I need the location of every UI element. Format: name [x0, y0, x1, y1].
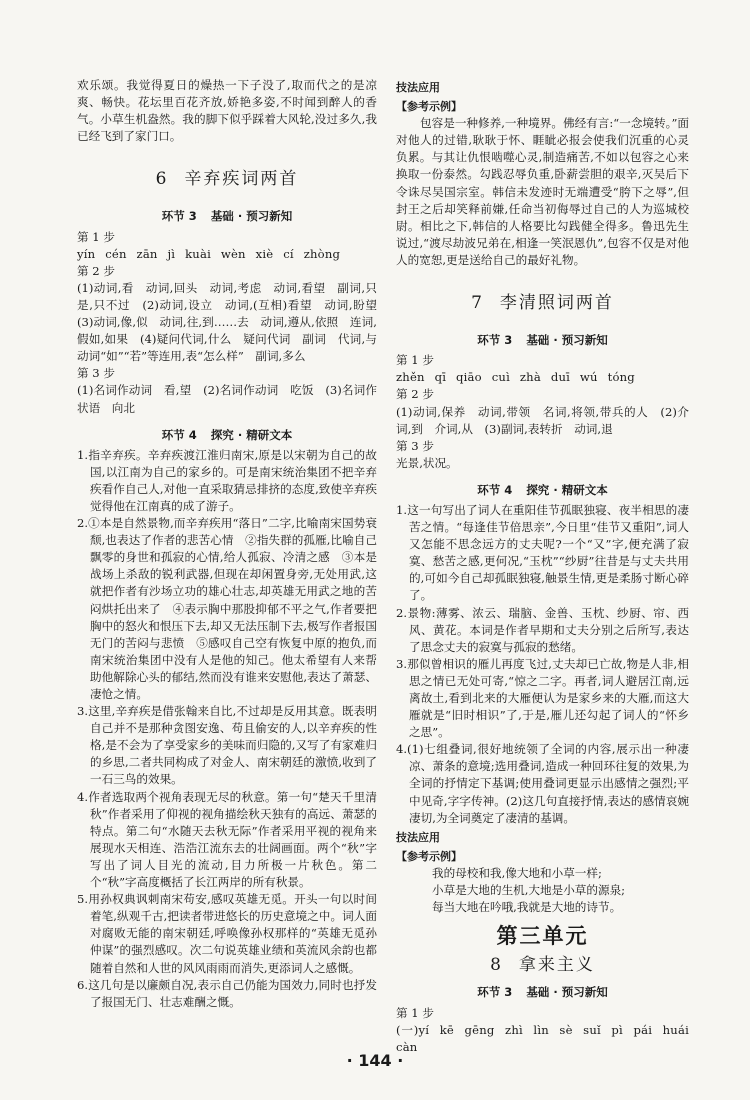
left-column [77, 77, 389, 1011]
list-item: 2.景物:薄雾、浓云、瑞脑、金兽、玉枕、纱厨、帘、西风、黄花。本词是作者早期和丈夫分别之后所写,表达了思念丈夫的寂寞与孤寂的愁绪。 [396, 605, 689, 654]
section-heading [396, 332, 689, 349]
lesson-number: 8 [490, 955, 503, 976]
lesson-heading [396, 295, 689, 312]
step-label: 第 3 步 [77, 366, 115, 381]
section-tag: 环节 3 [477, 985, 513, 1000]
lesson-heading [396, 957, 689, 974]
section-name: 基础 · 预习新知 [526, 985, 608, 1000]
section-name: 基础 · 预习新知 [210, 209, 293, 224]
step-label: 第 2 步 [396, 387, 434, 402]
section-name: 探究 · 精研文本 [526, 482, 608, 497]
technique-label: 技法应用 [396, 81, 440, 94]
list-item: 4.(1)七组叠词,很好地统领了全词的内容,展示出一种凄凉、萧条的意境;选用叠词,造成一种回环往复的效果,为全词的抒情定下基调;使用叠词更显示出感情之强烈;平中见奇,字字传神。(2)这几句直接抒情,表达的感情哀婉凄切,为全词奠定了凄清的基调。 [396, 742, 689, 825]
step-label: 第 1 步 [77, 229, 115, 244]
step-label: 第 3 步 [396, 438, 434, 453]
example-label: 【参考示例】 [396, 100, 462, 114]
section-heading [77, 208, 377, 225]
answer-text: (1)动词,看 动词,回头 动词,考虑 动词,看望 副词,只是,只不过 (2)动词,设立 动词,(互相)看望 动词,盼望 (3)动词,像,似 动词,往,到……去 动词,遵从,依照 连词,假如,如果 (4)疑问代词,什么 疑问代词 副词 代词,与动词“如”“若”等连用,表“怎么样” 副词,多么 [77, 280, 389, 364]
lesson-number: 7 [471, 293, 484, 314]
poem-line: 我的母校和我,像大地和小草一样; [432, 865, 602, 880]
lesson-title: 拿来主义 [518, 955, 595, 976]
section-heading [396, 482, 689, 499]
section-name: 探究 · 精研文本 [210, 427, 293, 442]
list-item: 3.这里,辛弃疾是借张翰来自比,不过却是反用其意。既表明自己并不是那种贪图安逸、苟且偷安的人,以辛弃疾的性格,是不会为了享受家乡的美味而归隐的,又写了有家难归的乡思,二者共同构成了对金人、南宋朝廷的激愤,收到了一石三鸟的效果。 [77, 704, 377, 787]
list-item: 4.作者选取两个视角表现无尽的秋意。第一句“楚天千里清秋”作者采用了仰视的视角描绘秋天独有的高远、萧瑟的特点。第二句“水随天去秋无际”作者采用平视的视角来展现水天相连、浩浩江流东去的壮阔画面。两个“秋”字写出了词人目光的流动,目力所极一片秋色。第二个“秋”字高度概括了长江两岸的所有秋景。 [77, 789, 377, 890]
answer-text: (1)动词,保养 动词,带领 名词,将领,带兵的人 (2)介词,到 介词,从 (3)副词,表转折 动词,退 [396, 404, 689, 436]
poem-line: 每当大地在吟哦,我就是大地的诗节。 [432, 900, 622, 915]
page-number: · 144 · [346, 1051, 404, 1070]
list-item: 2.①本是自然景物,而辛弃疾用“落日”二字,比喻南宋国势衰颓,也表达了作者的悲苦心情 ②指失群的孤雁,比喻自己飘零的身世和孤寂的心情,给人孤寂、冷清之感 ③本是战场上杀敌的锐利武器,但现在却闲置身旁,无处用武,这就把作者有沙场立功的雄心壮志,却英雄无用武之地的苦闷烘托出来了 ④表示胸中那股抑郁不平之气,作者要把胸中的怒火和恨压下去,却又无法压制下去,极写作者报国无门的苦闷与悲愤 ⑤感叹自己空有恢复中原的抱负,而南宋统治集团中没有人是他的知己。他太希望有人来帮助他解除心头的郁结,然而没有谁来安慰他,表达了萧瑟、凄怆之情。 [77, 516, 377, 701]
list-item: 6.这几句是以廉颇自况,表示自己仍能为国效力,同时也抒发了报国无门、壮志难酬之慨。 [77, 977, 377, 1009]
section-heading [77, 427, 377, 444]
section-heading [396, 984, 689, 1001]
list-item: 5.用孙权典讽刺南宋苟安,感叹英雄无觅。开头一句以时间着笔,纵观千古,把读者带进悠长的历史意境之中。词人面对腐败无能的南宋朝廷,呼唤像孙权那样的“英雄无觅孙仲谋”的强烈感叹。次二句说英雄业绩和英流风余韵也都随着自然和人世的风风雨雨而消失,更添词人之感慨。 [77, 892, 377, 975]
pinyin-answers: (一)yí kē gēng zhì lìn sè suǐ pì pái huái càn [396, 1022, 689, 1054]
section-name: 基础 · 预习新知 [526, 333, 608, 348]
answer-text: (1)名词作动词 看,望 (2)名词作动词 吃饭 (3)名词作状语 向北 [77, 383, 377, 415]
technique-label: 技法应用 [396, 830, 440, 844]
list-item: 1.指辛弃疾。辛弃疾渡江淮归南宋,原是以宋朝为自己的故国,以江南为自己的家乡的。可是南宋统治集团不把辛弃疾看作自己人,对他一直采取猜忌排挤的态度,致使辛弃疾觉得他在江南真的成了游子。 [77, 447, 377, 513]
section-tag: 环节 3 [477, 333, 513, 348]
answer-text: 光景,状况。 [396, 455, 458, 470]
right-column [396, 77, 689, 1056]
example-paragraph: 包容是一种修养,一种境界。佛经有言:“一念境转。”面对他人的过错,耿耿于怀、睚眦必报会使我们沉重的心灵负累。与其让仇恨啮噬心灵,制造痛苦,不如以包容之心来换取一份泰然。勾践忍辱负重,卧薪尝胆的艰辛,灭吴后下令诛尽吴国宗室。韩信未发迹时无端遭受“胯下之辱”,但封王之后却笑释前嫌,任命当初侮辱过自己的人为巡城校尉。相比之下,韩信的人格要比勾践健全得多。鲁迅先生说过,“渡尽劫波兄弟在,相逢一笑泯恩仇”,包容不仅是对他人的宽恕,更是送给自己的最好礼物。 [396, 116, 689, 267]
lesson-number: 6 [155, 169, 169, 190]
unit-title: 第三单元 [496, 924, 589, 949]
step-label: 第 1 步 [396, 353, 434, 368]
step-label: 第 2 步 [77, 263, 115, 278]
section-tag: 环节 4 [161, 427, 197, 442]
lesson-title: 辛弃疾词两首 [184, 169, 299, 190]
section-tag: 环节 4 [477, 482, 513, 497]
list-item: 1.这一句写出了词人在重阳佳节孤眠独寝、夜半相思的凄苦之情。“每逢佳节倍思亲”,今日里“佳节又重阳”,词人又怎能不思念远方的丈夫呢?一个“又”字,便充满了寂寞、愁苦之感,更何况,“玉枕”“纱厨”往昔是与丈夫共用的,可如今自己却孤眠独寝,触景生情,更是柔肠寸断心碎了。 [396, 502, 689, 603]
example-label: 【参考示例】 [396, 849, 462, 863]
step-label: 第 1 步 [396, 1005, 434, 1020]
lesson-title: 李清照词两首 [499, 293, 614, 314]
list-item: 3.那似曾相识的雁儿再度飞过,丈夫却已亡故,物是人非,相思之情已无处可寄,“惊之二字。再者,词人避居江南,远离故土,看到北来的大雁便认为是家乡来的大雁,而这大雁就是“旧时相识”了,于是,雁儿还勾起了词人的“怀乡之思”。 [396, 656, 689, 740]
pinyin-answers: yín cén zān jì kuài wèn xiè cí zhòng [77, 246, 341, 261]
poem-line: 小草是大地的生机,大地是小草的源泉; [432, 883, 626, 898]
pinyin-answers: zhěn qī qiāo cuì zhà duī wú tóng [396, 370, 635, 385]
intro-paragraph: 欢乐颂。我觉得夏日的燥热一下子没了,取而代之的是凉爽、畅快。花坛里百花齐放,娇艳多姿,不时闻到醉人的香气。小草生机盎然。我的脚下似乎踩着大风轮,没过多久,我已经飞到了家门口。 [77, 78, 377, 144]
section-tag: 环节 3 [161, 209, 197, 224]
lesson-heading [77, 171, 377, 188]
